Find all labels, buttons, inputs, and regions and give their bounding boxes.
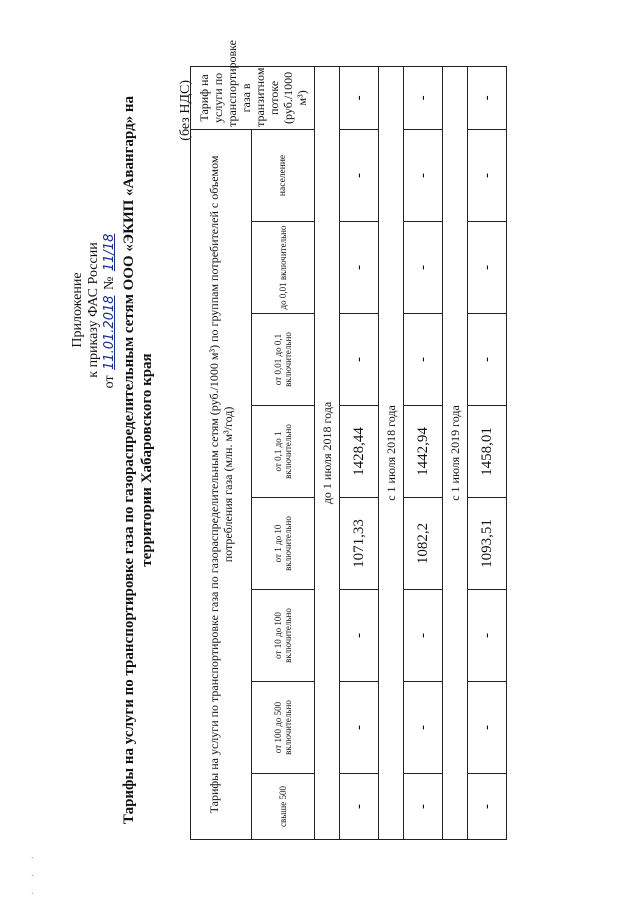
value-cell: -: [468, 222, 507, 314]
handwritten-number: 11/18: [102, 233, 117, 272]
heading-line-2: территории Хабаровского края: [139, 353, 155, 567]
group-header-10-100: от 10 до 100 включительно: [252, 590, 315, 682]
document-heading: [120, 60, 156, 860]
value-cell: 1442,94: [404, 406, 443, 498]
value-cell: -: [340, 682, 379, 774]
value-cell: -: [404, 682, 443, 774]
value-cell: -: [404, 129, 443, 221]
number-sign: №: [102, 276, 117, 290]
period-row: [443, 66, 468, 839]
value-cell: -: [404, 314, 443, 406]
period-label: с 1 июля 2018 года: [379, 66, 404, 839]
value-cell: -: [468, 682, 507, 774]
value-cell: -: [404, 590, 443, 682]
value-cell: -: [404, 222, 443, 314]
values-row: [404, 66, 443, 839]
value-cell: 1082,2: [404, 498, 443, 590]
period-row: [315, 66, 340, 839]
value-cell: -: [340, 66, 379, 129]
header-row-groups: [252, 66, 315, 839]
date-prefix: от: [102, 375, 117, 389]
group-header-100-500: от 100 до 500 включительно: [252, 682, 315, 774]
group-header-1-10: от 1 до 10 включительно: [252, 498, 315, 590]
value-cell: -: [468, 774, 507, 840]
value-cell: -: [340, 222, 379, 314]
value-cell: -: [340, 314, 379, 406]
appendix-title: Приложение: [70, 272, 85, 348]
main-header: Тарифы на услуги по транспортировке газа по газораспределительным сетям (руб./1000 м³) по группам потребителей с объемом потребления газа (млн. м³/год): [191, 129, 252, 839]
scan-artifact-dots: · · ·: [28, 850, 39, 895]
value-cell: 1428,44: [340, 406, 379, 498]
group-header-0.1-1: от 0,1 до 1 включительно: [252, 406, 315, 498]
value-cell: -: [468, 129, 507, 221]
group-header-over-500: свыше 500: [252, 774, 315, 840]
value-cell: -: [404, 66, 443, 129]
vat-note: (без НДС): [178, 80, 193, 141]
group-header-up-to-0.01: до 0,01 включительно: [252, 222, 315, 314]
value-cell: -: [468, 590, 507, 682]
transit-header: Тариф на услуги по транспортировке газа в транзитном потоке (руб./1000 м³): [191, 66, 315, 129]
tariff-table: [190, 39, 507, 840]
period-row: [379, 66, 404, 839]
values-row: [468, 66, 507, 839]
value-cell: -: [468, 314, 507, 406]
period-label: до 1 июля 2018 года: [315, 66, 340, 839]
value-cell: -: [404, 774, 443, 840]
value-cell: -: [468, 66, 507, 129]
order-reference: к приказу ФАС России: [86, 242, 101, 378]
appendix-block: [70, 190, 118, 430]
period-label: с 1 июля 2019 года: [443, 66, 468, 839]
value-cell: 1093,51: [468, 498, 507, 590]
value-cell: -: [340, 590, 379, 682]
value-cell: 1071,33: [340, 498, 379, 590]
group-header-population: население: [252, 129, 315, 221]
values-row: [340, 66, 379, 839]
value-cell: -: [340, 129, 379, 221]
header-row-main: [191, 66, 252, 839]
group-header-0.01-0.1: от 0,01 до 0,1 включительно: [252, 314, 315, 406]
value-cell: -: [340, 774, 379, 840]
handwritten-date: 11.01.2018: [102, 295, 117, 370]
order-date-number-line: [102, 190, 118, 430]
value-cell: 1458,01: [468, 406, 507, 498]
heading-line-1: Тарифы на услуги по транспортировке газа по газораспределительным сетям ООО «ЭКИП «Авангард» на: [121, 95, 137, 825]
